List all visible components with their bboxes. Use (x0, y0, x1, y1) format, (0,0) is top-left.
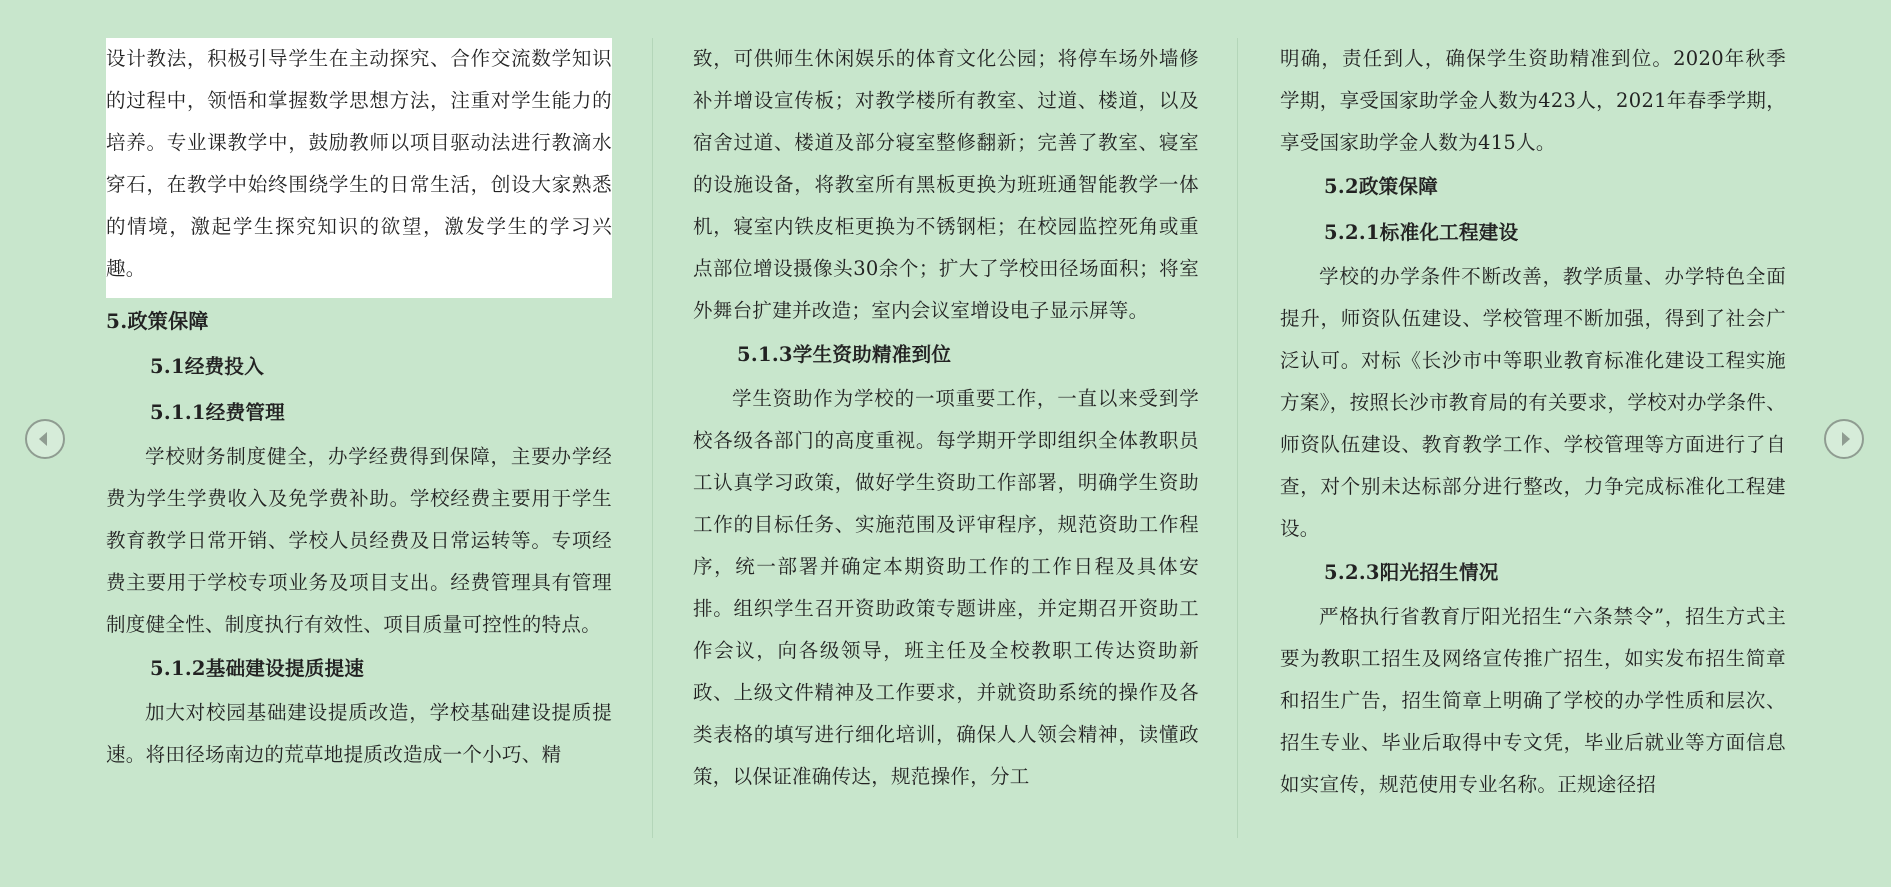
paragraph-5-1-2: 加大对校园基础建设提质改造，学校基础建设提质提速。将田径场南边的荒草地提质改造成一个小巧、精 (106, 701, 612, 766)
page-column-1 (106, 38, 612, 776)
section-heading-5-1: 5.1经费投入 (150, 355, 265, 378)
page-column-2 (693, 38, 1199, 798)
column-divider (652, 38, 653, 838)
paragraph-5-1-3: 学生资助作为学校的一项重要工作，一直以来受到学校各级各部门的高度重视。每学期开学即组织全体教职员工认真学习政策，做好学生资助工作部署，明确学生资助工作的目标任务、实施范围及评审程序，规范资助工作程序，统一部署并确定本期资助工作的工作日程及具体安排。组织学生召开资助政策专题讲座，并定期召开资助工作会议，向各级领导，班主任及全校教职工传达资助新政、上级文件精神及工作要求，并就资助系统的操作及各类表格的填写进行细化培训，确保人人领会精神，读懂政策，以保证准确传达，规范操作，分工 (693, 387, 1199, 788)
section-heading-5-2-1: 5.2.1标准化工程建设 (1324, 221, 1519, 244)
prev-page-button[interactable] (25, 419, 65, 459)
next-page-button[interactable] (1824, 419, 1864, 459)
column-divider (1237, 38, 1238, 838)
section-heading-5-2: 5.2政策保障 (1324, 175, 1439, 198)
paragraph-continued: 明确，责任到人，确保学生资助精准到位。2020年秋季学期，享受国家助学金人数为423人，2021年春季学期，享受国家助学金人数为415人。 (1280, 47, 1786, 154)
paragraph-5-2-1: 学校的办学条件不断改善，教学质量、办学特色全面提升，师资队伍建设、学校管理不断加强，得到了社会广泛认可。对标《长沙市中等职业教育标准化建设工程实施方案》，按照长沙市教育局的有关要求，学校对办学条件、师资队伍建设、教育教学工作、学校管理等方面进行了自查，对个别未达标部分进行整改，力争完成标准化工程建设。 (1280, 265, 1786, 540)
paragraph-continued: 致，可供师生休闲娱乐的体育文化公园；将停车场外墙修补并增设宣传板；对教学楼所有教室、过道、楼道，以及宿舍过道、楼道及部分寝室整修翻新；完善了教室、寝室的设施设备，将教室所有黑板更换为班班通智能教学一体机，寝室内铁皮柜更换为不锈钢柜；在校园监控死角或重点部位增设摄像头30余个；扩大了学校田径场面积；将室外舞台扩建并改造；室内会议室增设电子显示屏等。 (693, 47, 1199, 322)
paragraph-5-1-1: 学校财务制度健全，办学经费得到保障，主要办学经费为学生学费收入及免学费补助。学校经费主要用于学生教育教学日常开销、学校人员经费及日常运转等。专项经费主要用于学校专项业务及项目支出。经费管理具有管理制度健全性、制度执行有效性、项目质量可控性的特点。 (106, 445, 612, 636)
section-heading-5-1-2: 5.1.2基础建设提质提速 (150, 657, 365, 680)
section-heading-5-1-1: 5.1.1经费管理 (150, 401, 285, 424)
section-heading-5: 5.政策保障 (106, 309, 209, 333)
page-column-3 (1280, 38, 1786, 806)
paragraph-5-2-3: 严格执行省教育厅阳光招生“六条禁令”，招生方式主要为教职工招生及网络宣传推广招生，如实发布招生简章和招生广告，招生简章上明确了学校的办学性质和层次、招生专业、毕业后取得中专文凭，毕业后就业等方面信息如实宣传，规范使用专业名称。正规途径招 (1280, 605, 1786, 796)
chevron-right-icon (1826, 421, 1862, 457)
highlighted-paragraph: 设计教法，积极引导学生在主动探究、合作交流数学知识的过程中，领悟和掌握数学思想方法，注重对学生能力的培养。专业课教学中，鼓励教师以项目驱动法进行教滴水穿石，在教学中始终围绕学生的日常生活，创设大家熟悉的情境，激起学生探究知识的欲望，激发学生的学习兴趣。 (106, 38, 612, 298)
chevron-left-icon (27, 421, 63, 457)
section-heading-5-2-3: 5.2.3阳光招生情况 (1324, 561, 1499, 584)
section-heading-5-1-3: 5.1.3学生资助精准到位 (737, 343, 952, 366)
